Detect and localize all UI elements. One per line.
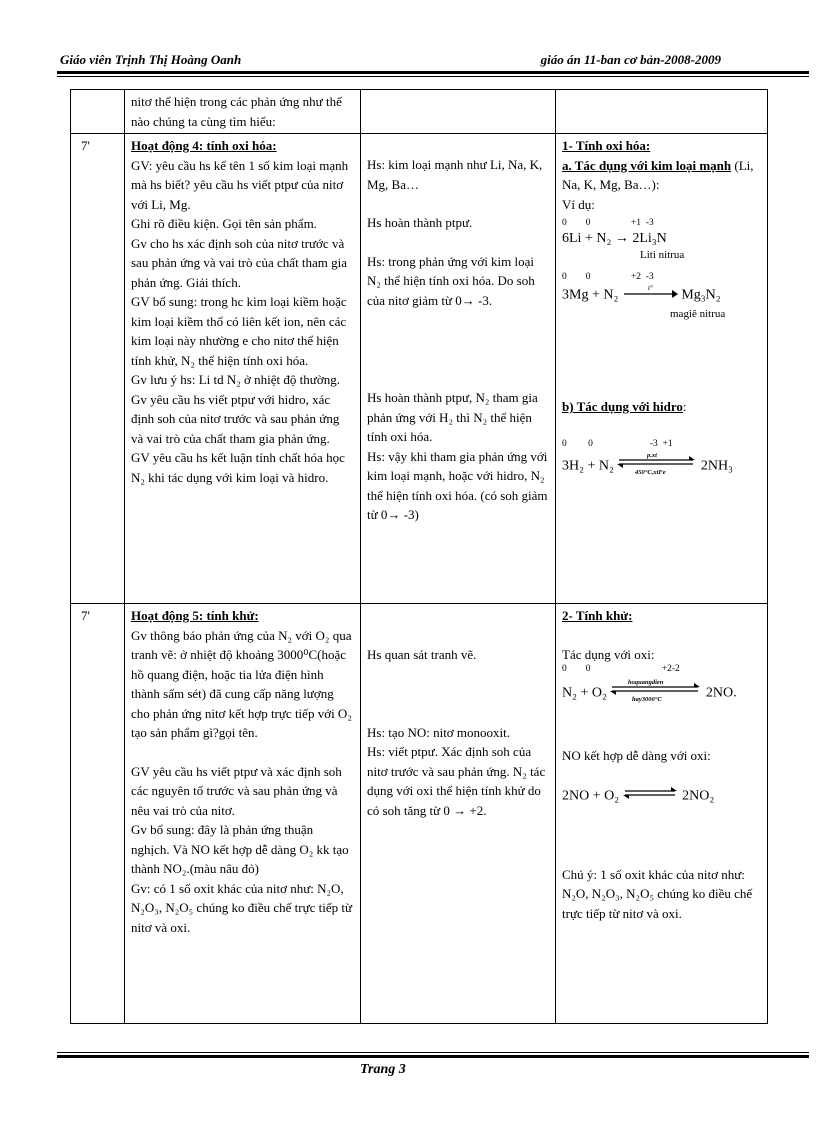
condition-bottom: 450°C,xtFe bbox=[635, 468, 666, 476]
lesson-table bbox=[70, 89, 768, 1024]
condition-top: hoquangdien bbox=[628, 679, 664, 686]
example-label: Ví dụ: bbox=[562, 196, 595, 212]
subsection-b bbox=[562, 397, 761, 417]
header-course: giáo án 11-ban cơ bản-2008-2009 bbox=[540, 52, 721, 67]
products: 2NO. bbox=[705, 685, 737, 701]
products: 2NO₂ bbox=[682, 788, 715, 804]
activity-title: Hoạt động 5: tính khử: bbox=[131, 608, 259, 623]
equation-no bbox=[562, 677, 761, 710]
reactants: 3H₂ + N₂ bbox=[562, 458, 614, 474]
teacher-lines bbox=[131, 156, 354, 488]
student-cell bbox=[361, 604, 556, 1024]
reactants: 3Mg + N₂ bbox=[562, 287, 619, 303]
equilibrium-arrow-icon bbox=[623, 786, 679, 807]
oxidation-states: 0 0 +1 -3 bbox=[562, 218, 654, 228]
table-row bbox=[71, 134, 768, 604]
teacher-line: GV yêu cầu hs kết luận tính chất hóa học N₂ khi tác dụng với kim loại và hidro. bbox=[131, 450, 345, 485]
section-title: 1- Tính oxi hóa: bbox=[562, 138, 651, 153]
teacher-line: Gv: có 1 số oxit khác của nitơ như: N₂O, N₂O₃, N₂O₅ chúng ko điều chế trực tiếp từ nitơ và oxi. bbox=[131, 880, 353, 935]
teacher-cell bbox=[125, 90, 361, 134]
oxidation-states: 0 0 -3 +1 bbox=[562, 438, 673, 449]
teacher-cell bbox=[125, 134, 361, 604]
teacher-line: Gv lưu ý hs: Li td N₂ ở nhiệt độ thường. bbox=[131, 372, 340, 387]
section-title: 2- Tính khử: bbox=[562, 608, 633, 623]
table-row bbox=[71, 604, 768, 1024]
content-cell bbox=[556, 604, 768, 1024]
subsection-a bbox=[562, 156, 761, 195]
oxidation-states: 0 0 +2 -3 bbox=[562, 272, 654, 282]
teacher-line: GV: yêu cầu hs kể tên 1 số kim loại mạnh mà hs biết? yêu cầu hs viết ptpư của nitơ với Li, Mg. bbox=[131, 157, 349, 212]
page-number: Trang 3 bbox=[360, 1062, 406, 1077]
teacher-line: Gv yêu cầu hs viết ptpư với hidro, xác định soh của nitơ trước và sau phản ứng và vai trò của chất tham gia phản ứng. bbox=[131, 391, 340, 446]
footer-rule-thin bbox=[57, 1052, 809, 1053]
equation-no2 bbox=[562, 786, 761, 807]
content-note: Chú ý: 1 số oxit khác của nitơ như: N₂O, N₂O₃, N₂O₅ chúng ko điều chế trực tiếp từ nitơ và oxi. bbox=[562, 866, 753, 921]
time-cell bbox=[71, 90, 125, 134]
subsection-a-title: a. Tác dụng với kim loại mạnh bbox=[562, 157, 732, 173]
product-name: Liti nitrua bbox=[640, 249, 685, 261]
student-answer: Hs: viết ptpư. Xác định soh của nitơ trước và sau phản ứng. N₂ tác dụng với oxi thể hiện tính khử do có soh tăng từ 0 → +2. bbox=[367, 744, 546, 818]
equation-h2 bbox=[562, 450, 761, 483]
student-cell bbox=[361, 90, 556, 134]
condition-top: p,xt bbox=[647, 451, 658, 459]
teacher-line: Gv cho hs xác định soh của nitơ trước và sau phản ứng và vai trò của chất tham gia phản ứng. Giải thích. bbox=[131, 235, 348, 290]
condition-bottom: hay3000°C bbox=[632, 696, 663, 703]
time-cell: 7' bbox=[71, 604, 125, 1024]
teacher-line: Ghi rõ điều kiện. Gọi tên sản phẩm. bbox=[131, 216, 317, 231]
student-answer: Hs: kim loại mạnh như Li, Na, K, Mg, Ba… bbox=[367, 157, 543, 192]
content-cell bbox=[556, 134, 768, 604]
time-cell: 7' bbox=[71, 134, 125, 604]
teacher-line: GV yêu cầu hs viết ptpư và xác định soh các nguyên tố trước và sau phản ứng và nêu vai trò của nitơ. bbox=[131, 763, 342, 818]
teacher-line: Gv thông báo phản ứng của N₂ với O₂ qua tranh vẽ: ở nhiệt độ khoảng 3000⁰C(hoặc hồ quang điện, hoặc tia lửa điện hình thành sấm sét) đã cung cấp năng lượng cho phản ứng nitơ kết hợp trực tiếp với O₂ tạo sản phẩm gì?gọi tên. bbox=[131, 627, 352, 740]
teacher-line: Gv bổ sung: đây là phản ứng thuận nghịch. Và NO kết hợp dễ dàng O₂ kk tạo thành NO₂.(màu nâu đỏ) bbox=[131, 822, 349, 876]
subsection-b-title: b) Tác dụng với hidro bbox=[562, 399, 683, 414]
header-rule-thick bbox=[57, 71, 809, 74]
reactants: N₂ + O₂ bbox=[562, 685, 607, 701]
header-rule-thin bbox=[57, 76, 809, 77]
subsection-b-rest: : bbox=[682, 399, 687, 414]
equation-mg bbox=[562, 283, 761, 308]
reactants: 2NO + O₂ bbox=[562, 788, 620, 804]
activity-title: Hoạt động 4: tính oxi hóa: bbox=[131, 138, 277, 153]
student-answer: Hs quan sát tranh vẽ. bbox=[367, 647, 477, 662]
products: 2NH₃ bbox=[700, 458, 733, 474]
student-answer: Hs: tạo NO: nitơ monooxit. bbox=[367, 724, 511, 740]
content-cell bbox=[556, 90, 768, 134]
table-row bbox=[71, 90, 768, 134]
teacher-cell bbox=[125, 604, 361, 1024]
subsection-a-rest: (Li, Na, K, Mg, Ba…): bbox=[562, 157, 754, 192]
content-line: Tác dụng với oxi: bbox=[562, 646, 655, 662]
intro-text: nitơ thể hiện trong các phản ứng như thế nào chúng ta cùng tìm hiểu: bbox=[131, 94, 342, 129]
student-cell bbox=[361, 134, 556, 604]
footer-rule-thick bbox=[57, 1055, 809, 1058]
condition-text: t° bbox=[647, 284, 653, 292]
oxidation-states: 0 0 +2-2 bbox=[562, 664, 680, 674]
product-name: magiê nitrua bbox=[670, 308, 726, 320]
products: Mg₃N₂ bbox=[681, 287, 721, 303]
student-answer: Hs: vậy khi tham gia phản ứng với kim loại mạnh, hoặc với hidro, N₂ thể hiện tính oxi hóa. (có soh giảm từ 0→ -3) bbox=[367, 448, 548, 522]
student-answer: Hs hoàn thành ptpư, N₂ tham gia phản ứng với H₂ thì N₂ thể hiện tính oxi hóa. bbox=[367, 390, 538, 444]
content-line: NO kết hợp dễ dàng với oxi: bbox=[562, 748, 711, 763]
arrow-icon bbox=[622, 283, 678, 308]
equilibrium-arrow-icon bbox=[617, 450, 697, 483]
header-teacher: Giáo viên Trịnh Thị Hoàng Oanh bbox=[60, 52, 242, 67]
equation-li: 6Li + N₂ → 2Li₃N bbox=[562, 231, 667, 246]
student-answer: Hs hoàn thành ptpư. bbox=[367, 215, 473, 230]
teacher-line: GV bổ sung: trong hc kim loại kiềm hoặc kim loại kiềm thổ có liên kết ion, nên các kim loại này nhường e cho nitơ thể hiện tính khử, N₂ thể hiện tính oxi hóa. bbox=[131, 294, 347, 368]
equilibrium-arrow-icon bbox=[610, 677, 702, 710]
student-answer: Hs: trong phản ứng với kim loại N₂ thể hiện tính oxi hóa. Do soh của nitơ giảm từ 0→ -3. bbox=[367, 253, 535, 308]
